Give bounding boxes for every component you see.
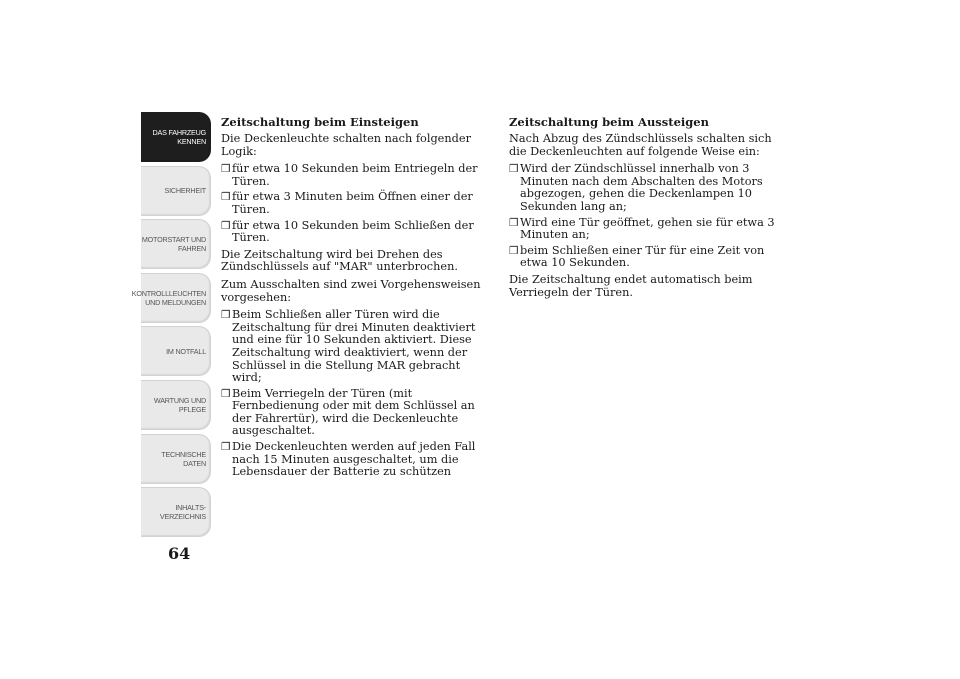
list-item: ❒ für etwa 10 Sekunden beim Schließen der Türen. [221, 218, 474, 245]
checkbox-bullet-icon: ❒ [509, 216, 519, 229]
list-item: ❒ Beim Verriegeln der Türen (mit Fernbedienung oder mit dem Schlüssel an der Fahrertür), wird die Deckenleuchte ausgeschaltet. [221, 386, 475, 438]
tab-label: SICHERHEIT [164, 186, 206, 196]
tab-label: WARTUNG UND PFLEGE [153, 395, 206, 414]
checkbox-bullet-icon: ❒ [221, 309, 231, 322]
tab-label: KONTROLLLEUCHTEN UND MELDUNGEN [131, 288, 206, 307]
tab-im-notfall[interactable] [141, 326, 211, 376]
tab-inhaltsverzeichnis[interactable] [141, 487, 211, 537]
section-heading: Zeitschaltung beim Aussteigen [509, 115, 709, 129]
paragraph: Zum Ausschalten sind zwei Vorgehensweisen vorgesehen: [221, 277, 481, 304]
tab-motorstart-und-fahren[interactable] [141, 219, 211, 269]
list-item: ❒ Wird der Zündschlüssel innerhalb von 3 Minuten nach dem Abschalten des Motors abgezogen, gehen die Deckenlampen 10 Sekunden lang an; [509, 162, 763, 213]
list-item: ❒ Wird eine Tür geöffnet, gehen sie für etwa 3 Minuten an; [509, 215, 775, 242]
bullet-list [509, 163, 779, 270]
tab-label: TECHNISCHE DATEN [161, 449, 206, 468]
checkbox-bullet-icon: ❒ [221, 441, 231, 454]
chapter-tabs [131, 112, 211, 541]
list-item: ❒ beim Schließen einer Tür für eine Zeit von etwa 10 Sekunden. [509, 243, 765, 270]
tab-wartung-und-pflege[interactable] [141, 380, 211, 430]
bullet-list [221, 309, 491, 479]
list-item: ❒ Beim Schließen aller Türen wird die Zeitschaltung für drei Minuten deaktiviert und eine für 10 Sekunden aktiviert. Diese Zeitschaltung wird deaktiviert, wenn der Schlüssel in die Stellung MAR gebracht wird; [221, 308, 476, 385]
section-heading: Zeitschaltung beim Einsteigen [221, 115, 419, 129]
page-number: 64 [168, 544, 191, 563]
left-column [221, 116, 491, 483]
checkbox-bullet-icon: ❒ [509, 244, 519, 257]
checkbox-bullet-icon: ❒ [509, 163, 519, 176]
tab-das-fahrzeug-kennen[interactable] [141, 112, 211, 162]
list-item: ❒ für etwa 3 Minuten beim Öffnen einer der Türen. [221, 190, 473, 216]
tab-sicherheit[interactable] [141, 166, 211, 216]
tab-technische-daten[interactable] [141, 434, 211, 484]
paragraph: Nach Abzug des Zündschlüssels schalten sich die Deckenleuchten auf folgende Weise ein: [509, 132, 772, 158]
checkbox-bullet-icon: ❒ [221, 387, 231, 400]
tab-kontrollleuchten-und-meldungen[interactable] [131, 273, 211, 323]
checkbox-bullet-icon: ❒ [221, 163, 231, 176]
paragraph: Die Zeitschaltung endet automatisch beim Verriegeln der Türen. [509, 272, 753, 299]
paragraph: Die Zeitschaltung wird bei Drehen des Zündschlüssels auf "MAR" unterbrochen. [221, 247, 458, 274]
list-item: ❒ Die Deckenleuchten werden auf jeden Fall nach 15 Minuten ausgeschaltet, um die Lebensdauer der Batterie zu schützen [221, 440, 476, 479]
right-column [509, 116, 779, 304]
bullet-list [221, 163, 491, 245]
tab-label: MOTORSTART UND FAHREN [141, 235, 206, 254]
tab-label: IM NOTFALL [166, 346, 206, 356]
checkbox-bullet-icon: ❒ [221, 191, 231, 204]
checkbox-bullet-icon: ❒ [221, 219, 231, 232]
tab-label: INHALTS- VERZEICHNIS [159, 503, 206, 522]
list-item: ❒ für etwa 10 Sekunden beim Entriegeln der Türen. [221, 162, 478, 188]
tab-label: DAS FAHRZEUG KENNEN [152, 128, 206, 146]
paragraph: Die Deckenleuchte schalten nach folgender Logik: [221, 132, 471, 158]
